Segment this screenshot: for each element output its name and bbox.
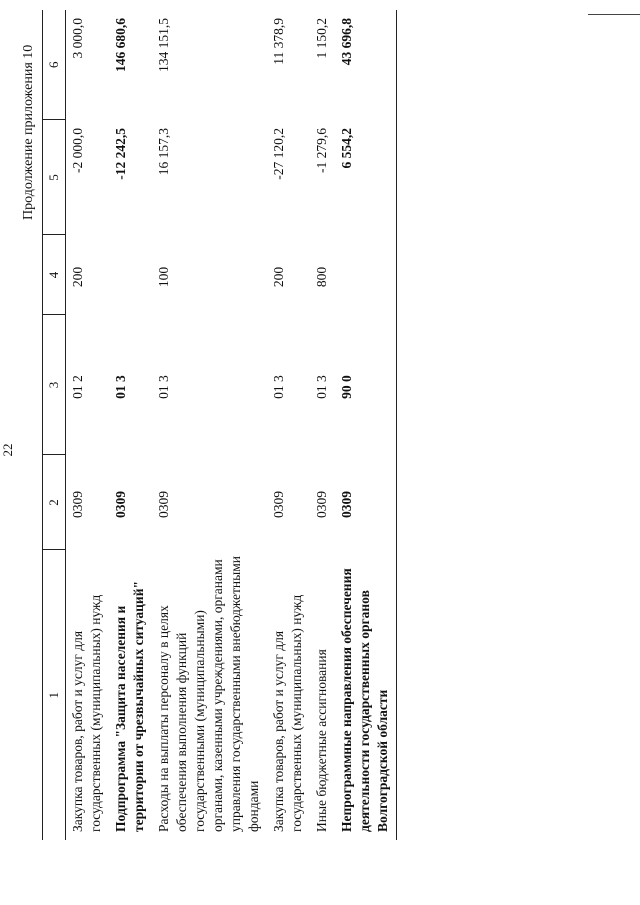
row-change: 6 554,2	[335, 120, 397, 235]
row-total: 11 378,9	[271, 18, 286, 65]
row-target: 01 3	[156, 375, 171, 399]
table-row	[335, 10, 397, 840]
row-change: -12 242,5	[113, 128, 128, 180]
row-total: 134 151,5	[156, 18, 171, 72]
row-kind: 200	[271, 266, 286, 288]
table-row	[267, 10, 310, 840]
row-total: 1 150,2	[314, 18, 329, 59]
header-col-6: 6	[43, 10, 66, 120]
page-number: 22	[0, 443, 15, 457]
row-change: -27 120,2	[271, 128, 286, 180]
header-col-1: 1	[43, 550, 66, 840]
header-col-5: 5	[43, 120, 66, 235]
row-name: Непрограммные направления обеспечения деятельности государственных органов Волгоградской области	[335, 550, 397, 840]
row-target: 01 2	[70, 375, 85, 399]
row-section: 0309	[271, 491, 286, 518]
row-kind	[109, 235, 152, 315]
row-section: 0309	[314, 491, 329, 518]
row-kind: 200	[70, 266, 85, 288]
row-target: 01 3	[271, 375, 286, 399]
row-kind: 100	[156, 266, 171, 288]
row-name: Расходы на выплаты персоналу в целях обеспечения выполнения функций государственными (муниципальными) органами, казенными учреждениями, органами управления государственными внебюджетными фондами	[156, 556, 261, 832]
row-section: 0309	[335, 455, 397, 550]
row-name: Подпрограмма "Защита населения и территории от чрезвычайных ситуаций"	[113, 581, 146, 832]
row-total: 146 680,6	[113, 18, 128, 72]
row-name: Закупка товаров, работ и услуг для государственных (муниципальных) нужд	[271, 594, 304, 832]
row-change: -2 000,0	[70, 128, 85, 173]
row-kind: 800	[314, 266, 329, 288]
header-col-2: 2	[43, 455, 66, 550]
row-target: 01 3	[314, 375, 329, 399]
header-col-4: 4	[43, 235, 66, 315]
row-kind	[335, 235, 397, 315]
continuation-caption: Продолжение приложения 10	[21, 44, 36, 220]
header-row	[43, 10, 66, 840]
header-col-3: 3	[43, 315, 66, 455]
row-change: 16 157,3	[156, 128, 171, 176]
row-section: 0309	[156, 491, 171, 518]
row-name: Закупка товаров, работ и услуг для государственных (муниципальных) нужд	[70, 594, 103, 832]
row-total: 43 696,8	[335, 10, 397, 120]
table-row	[310, 10, 335, 840]
row-section: 0309	[113, 491, 128, 518]
row-target: 90 0	[335, 315, 397, 455]
table-row	[109, 10, 152, 840]
row-total: 3 000,0	[70, 18, 85, 59]
row-section: 0309	[70, 491, 85, 518]
row-change: -1 279,6	[314, 128, 329, 173]
table-row	[152, 10, 267, 840]
budget-table	[42, 10, 397, 840]
table-row	[66, 10, 110, 840]
row-target: 01 3	[113, 375, 128, 399]
row-name: Иные бюджетные ассигнования	[314, 649, 329, 832]
